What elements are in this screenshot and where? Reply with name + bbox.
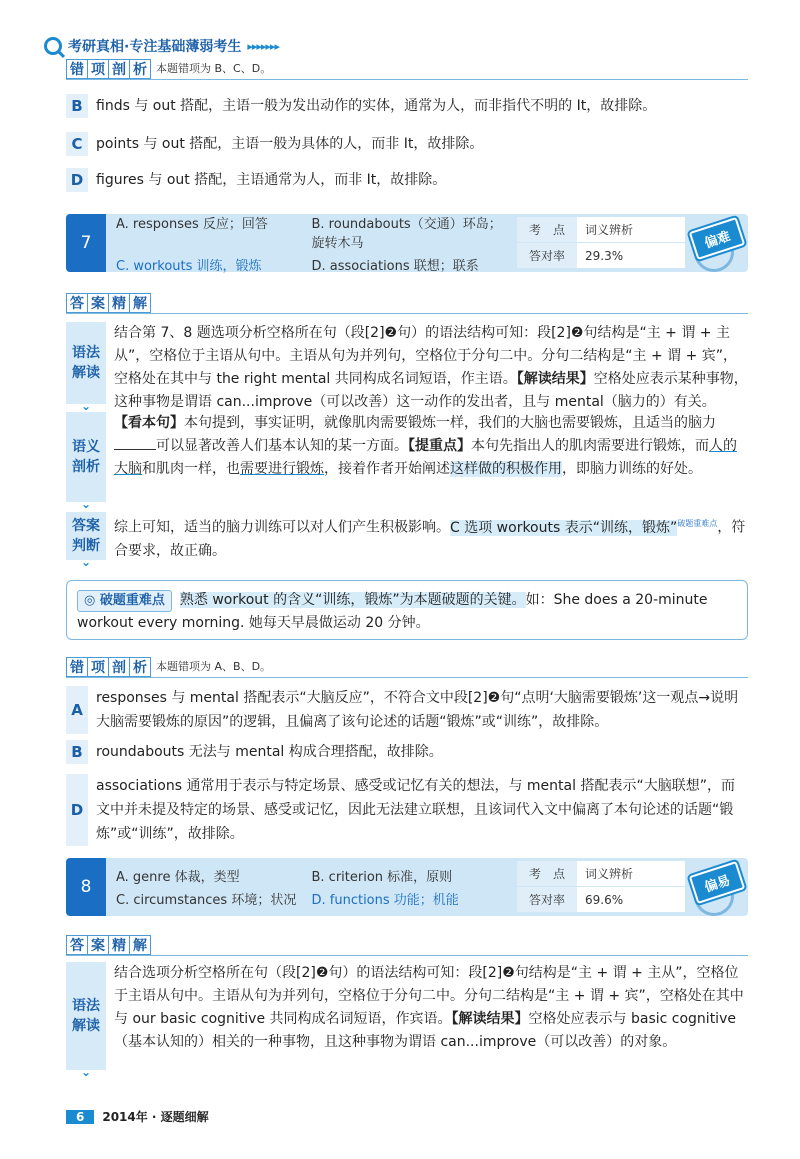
sem-key: 【提重点】 [408, 438, 471, 454]
error-option-d [66, 168, 748, 192]
meta-key: 答对率 [517, 887, 577, 913]
sem-body: 本句提到，事实证明，就像肌肉需要锻炼一样，我们的大脑也需要锻炼，且适当的脑力 [184, 415, 716, 431]
tag-char: 案 [87, 935, 109, 955]
meta-key: 考 点 [517, 217, 577, 243]
tag-char: 精 [108, 293, 130, 313]
error-option-b [66, 740, 748, 764]
option-letter: C [66, 132, 88, 156]
sem-highlight: 需要进行锻炼 [240, 461, 324, 477]
tag-char: 案 [87, 293, 109, 313]
tag-char: 答 [66, 293, 88, 313]
question-7-box [66, 214, 748, 272]
sem-body: 本句先指出人的肌肉需要进行锻炼，而 [471, 438, 709, 454]
answer-body: 综上可知，适当的脑力训练可以对人们产生积极影响。 [114, 519, 450, 536]
footer-text: 2014年 · 逐题细解 [102, 1110, 209, 1124]
option-text: responses 与 mental 搭配表示“大脑反应”，不符合文中段[2]❷句“点明‘大脑需要锻炼’这一观点→说明大脑需要锻炼的原因”的逻辑，且偏离了该句论述的话题“锻炼”或“训练”，故排除。 [96, 690, 739, 730]
semantic-analysis-7 [66, 412, 748, 502]
option-text: roundabouts 无法与 mental 构成合理搭配，故排除。 [96, 744, 443, 760]
question-8-box [66, 858, 748, 916]
answer-text [114, 512, 748, 560]
key-point-text: 如：She does a 20-minute workout every morning. 她每天早晨做运动 20 分钟。 [77, 592, 708, 631]
answer-analysis-header-7 [66, 292, 748, 314]
option-letter: B [66, 740, 88, 764]
label-line: 答案 [72, 518, 100, 534]
option-text: associations 通常用于表示与特定场景、感受或记忆有关的想法，与 mental 搭配表示“大脑联想”，而文中并未提及特定的场景、感受或记忆，因此无法建立联想，且该词代入文中偏离了本句论述的话题“锻炼”或“训练”，故排除。 [96, 778, 735, 842]
semantic-label [66, 412, 106, 502]
meta-value: 词义辨析 [577, 861, 685, 887]
section-tag [66, 935, 150, 955]
sem-body: ，接着作者开始阐述 [324, 461, 450, 477]
section-tag [66, 59, 150, 79]
label-line: 解读 [72, 1018, 100, 1034]
option-a: A. responses 反应；回答 [116, 216, 268, 232]
error-option-c [66, 132, 748, 156]
tag-char: 项 [87, 59, 109, 79]
grammar-analysis-8 [66, 962, 748, 1070]
tag-char: 精 [108, 935, 130, 955]
grammar-text [114, 962, 748, 1070]
option-a: A. genre 体裁，类型 [116, 870, 240, 885]
option-c-correct: C. workouts 训练，锻炼 [116, 258, 262, 274]
grammar-label [66, 322, 106, 404]
tag-char: 答 [66, 935, 88, 955]
page-number: 6 [66, 1110, 94, 1124]
grammar-result-key: 【解读结果】 [451, 1011, 529, 1027]
tag-char: 剖 [108, 657, 130, 677]
section-tag [66, 293, 150, 313]
blank-line [114, 449, 156, 450]
key-point-highlight: 熟悉 workout 的含义“训练，锻炼”为本题破题的关键。 [179, 592, 526, 608]
key-point-box [66, 580, 748, 640]
error-option-b [66, 94, 748, 118]
label-line: 剖析 [72, 459, 100, 475]
meta-value: 词义辨析 [577, 217, 685, 243]
label-line: 语法 [72, 998, 100, 1014]
option-d: D. associations 联想；联系 [311, 258, 479, 274]
option-text: figures 与 out 搭配，主语通常为人，而非 It，故排除。 [96, 172, 447, 188]
answer-highlight: C 选项 workouts 表示“训练，锻炼” [450, 519, 678, 536]
option-b: B. roundabouts（交通）环岛；旋转木马 [311, 216, 502, 251]
page-header [44, 36, 279, 56]
sem-body: 和肌肉一样，也 [142, 461, 240, 477]
grammar-body: 结合第 7、8 题选项分析空格所在句（段[2]❷句）的语法结构可知：段[2]❷句结构是“主 + 谓 + 主从”，空格位于主语从句中。主语从句为并列句，空格位于分句二中。分句二结构是“主 + 谓 + 宾”，空格处在其中与 the right mental 共同构成名词短语，作主语。 [114, 325, 738, 387]
error-option-d [66, 774, 748, 846]
option-text: finds 与 out 搭配，主语一般为发出动作的实体，通常为人，而非指代不明的 It，故排除。 [96, 98, 657, 114]
answer-label [66, 512, 106, 560]
grammar-body: 结合选项分析空格所在句（段[2]❷句）的语法结构可知：段[2]❷句结构是“主 + 谓 + 主从”，空格位于主语从句中。主语从句为并列句，空格位于分句二中。分句二结构是“主 + 谓 + 宾”，空格处在其中与 our basic cognitive 共同构成名词短语，作宾语。 [114, 965, 744, 1027]
meta-key: 答对率 [517, 243, 577, 269]
label-line: 语义 [72, 439, 100, 455]
label-line: 解读 [72, 365, 100, 381]
magnifier-icon [44, 37, 62, 55]
question-options [106, 858, 517, 916]
tag-char: 解 [129, 935, 151, 955]
option-letter: D [66, 168, 88, 192]
grammar-analysis-7 [66, 322, 748, 410]
mini-tag: 破题重难点 [677, 519, 718, 528]
option-letter: D [66, 774, 88, 846]
meta-key: 考 点 [517, 861, 577, 887]
option-d-correct: D. functions 功能；机能 [311, 893, 459, 908]
option-letter: A [66, 686, 88, 734]
tag-char: 析 [129, 657, 151, 677]
grammar-result: 空格处应表示某种事物，这种事物是谓语 can...improve（可以改善）这一动作的发出者，且与 mental（脑力的）有关。 [114, 371, 748, 410]
question-options [106, 214, 517, 272]
option-c: C. circumstances 环境；状况 [116, 893, 297, 908]
meta-value: 69.6% [577, 887, 685, 913]
tag-char: 项 [87, 657, 109, 677]
header-title: 考研真相·专注基础薄弱考生 [68, 39, 242, 55]
meta-value: 29.3% [577, 243, 685, 269]
tag-char: 解 [129, 293, 151, 313]
section-note: 本题错项为 A、B、D。 [156, 660, 272, 673]
answer-judgment-7 [66, 512, 748, 560]
error-analysis-header-2 [66, 656, 748, 678]
answer-body: ，符合要求，故正确。 [114, 519, 746, 559]
error-option-a [66, 686, 748, 734]
sem-body: 可以显著改善人们基本认知的某一方面。 [156, 438, 408, 454]
option-text: points 与 out 搭配，主语一般为具体的人，而非 It，故排除。 [96, 136, 484, 152]
grammar-result-key: 【解读结果】 [516, 371, 594, 387]
error-analysis-header-1 [66, 58, 748, 80]
tag-char: 错 [66, 59, 88, 79]
sem-highlight: 这样做的积极作用 [450, 461, 562, 477]
sem-highlight: 人的大脑 [114, 438, 737, 477]
question-meta [517, 861, 685, 913]
option-b: B. criterion 标准，原则 [311, 870, 453, 885]
key-point-title: ◎ 破题重难点 [77, 590, 172, 612]
page-footer [66, 1108, 209, 1125]
question-number: 7 [66, 214, 106, 272]
difficulty-area [688, 214, 748, 272]
difficulty-area [688, 858, 748, 916]
option-letter: B [66, 94, 88, 118]
difficulty-badge: 偏易 [689, 861, 746, 904]
tag-char: 剖 [108, 59, 130, 79]
grammar-text [114, 322, 748, 410]
tag-char: 错 [66, 657, 88, 677]
question-meta [517, 217, 685, 269]
section-tag [66, 657, 150, 677]
sem-body: ，即脑力训练的好处。 [562, 461, 702, 477]
difficulty-badge: 偏难 [689, 217, 746, 260]
label-line: 语法 [72, 345, 100, 361]
tag-char: 析 [129, 59, 151, 79]
sem-key: 【看本句】 [114, 415, 184, 431]
grammar-label [66, 962, 106, 1070]
answer-analysis-header-8 [66, 934, 748, 956]
semantic-text [114, 412, 748, 502]
section-note: 本题错项为 B、C、D。 [156, 62, 272, 75]
header-arrows: ▸▸▸▸▸▸▸ [247, 39, 279, 53]
question-number: 8 [66, 858, 106, 916]
label-line: 判断 [72, 538, 100, 554]
grammar-result: 空格处应表示与 basic cognitive（基本认知的）相关的一种事物，且这种事物为谓语 can...improve（可以改善）的对象。 [114, 1011, 736, 1050]
